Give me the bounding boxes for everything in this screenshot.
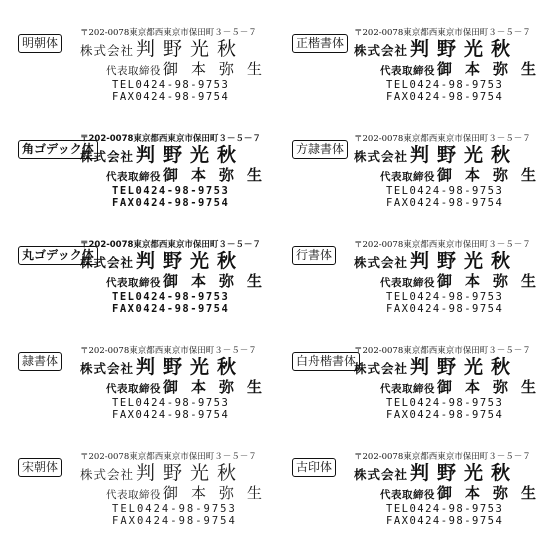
fax-line: FAX0424-98-9754 <box>112 196 230 209</box>
representative-title: 代表取締役 <box>106 65 161 77</box>
representative-name: 御本弥生 <box>163 272 276 290</box>
representative-line <box>354 166 550 186</box>
company-name: 判野光秋 <box>136 356 245 378</box>
representative-title: 代表取締役 <box>106 171 161 183</box>
font-style-label: 隷書体 <box>18 352 62 371</box>
representative-line <box>354 272 550 292</box>
font-style-label: 白舟楷書体 <box>292 352 360 371</box>
fax-line: FAX0424-98-9754 <box>386 408 504 421</box>
company-type: 株式会社 <box>354 149 409 164</box>
representative-title: 代表取締役 <box>106 277 161 289</box>
fax-line: FAX0424-98-9754 <box>386 90 504 103</box>
fax-line: FAX0424-98-9754 <box>386 514 504 527</box>
fax-line: FAX0424-98-9754 <box>112 514 237 527</box>
company-line <box>80 463 270 485</box>
representative-line <box>80 484 276 504</box>
stamp-impression <box>354 240 550 315</box>
stamp-sample-maru-gothic <box>4 218 276 324</box>
tel-line: TEL0424-98-9753 <box>112 503 237 515</box>
address-line: 〒202-0078東京都西東京市保田町３－５－７ <box>80 240 261 250</box>
company-line <box>354 251 544 273</box>
stamp-sample-koinsho <box>278 430 550 536</box>
representative-name: 御本弥生 <box>163 378 276 396</box>
address-line: 〒202-0078東京都西東京市保田町３－５－７ <box>354 134 531 144</box>
stamp-impression <box>354 346 550 421</box>
representative-title: 代表取締役 <box>380 277 435 289</box>
fax-line: FAX0424-98-9754 <box>386 302 504 315</box>
address-line: 〒202-0078東京都西東京市保田町３－５－７ <box>354 346 531 356</box>
company-line <box>80 251 270 273</box>
company-type: 株式会社 <box>354 255 409 270</box>
address-line: 〒202-0078東京都西東京市保田町３－５－７ <box>354 240 531 250</box>
stamp-sample-kaku-gothic <box>4 112 276 218</box>
company-type: 株式会社 <box>80 43 135 58</box>
company-type: 株式会社 <box>354 43 409 58</box>
representative-line <box>80 60 276 80</box>
representative-name: 御本弥生 <box>163 166 276 184</box>
stamp-sample-socho <box>4 430 276 536</box>
representative-name: 御本弥生 <box>437 378 550 396</box>
company-type: 株式会社 <box>354 361 409 376</box>
font-style-label: 宋朝体 <box>18 458 62 477</box>
company-name: 判野光秋 <box>410 462 519 484</box>
representative-title: 代表取締役 <box>380 383 435 395</box>
address-line: 〒202-0078東京都西東京市保田町３－５－７ <box>80 28 257 38</box>
font-style-label: 方隷書体 <box>292 140 348 159</box>
company-line <box>80 357 270 379</box>
tel-line: TEL0424-98-9753 <box>112 397 230 409</box>
tel-line: TEL0424-98-9753 <box>386 291 504 303</box>
company-type: 株式会社 <box>80 361 135 376</box>
company-name: 判野光秋 <box>136 250 245 272</box>
company-name: 判野光秋 <box>410 144 519 166</box>
company-line <box>354 357 544 379</box>
fax-line: FAX0424-98-9754 <box>112 408 230 421</box>
company-line <box>80 39 270 61</box>
address-line: 〒202-0078東京都西東京市保田町３－５－７ <box>354 28 531 38</box>
stamp-impression <box>80 452 276 527</box>
stamp-impression <box>354 28 550 103</box>
font-style-label: 明朝体 <box>18 34 62 53</box>
company-line <box>354 145 544 167</box>
representative-title: 代表取締役 <box>380 489 435 501</box>
tel-line: TEL0424-98-9753 <box>112 79 230 91</box>
company-name: 判野光秋 <box>136 38 245 60</box>
representative-title: 代表取締役 <box>106 383 161 395</box>
stamp-impression <box>354 134 550 209</box>
font-style-label: 正楷書体 <box>292 34 348 53</box>
stamp-impression <box>354 452 550 527</box>
font-style-label: 行書体 <box>292 246 336 265</box>
company-type: 株式会社 <box>80 149 135 164</box>
representative-line <box>354 484 550 504</box>
fax-line: FAX0424-98-9754 <box>112 302 230 315</box>
tel-line: TEL0424-98-9753 <box>386 503 504 515</box>
stamp-impression <box>80 346 276 421</box>
font-style-label: 古印体 <box>292 458 336 477</box>
tel-line: TEL0424-98-9753 <box>112 291 230 303</box>
stamp-impression <box>80 240 276 315</box>
representative-name: 御本弥生 <box>437 484 550 502</box>
representative-line <box>80 272 276 292</box>
font-style-label: 丸ゴデック体 <box>18 246 98 265</box>
fax-line: FAX0424-98-9754 <box>386 196 504 209</box>
stamp-sample-hoareisho <box>278 112 550 218</box>
company-type: 株式会社 <box>354 467 409 482</box>
representative-name: 御本弥生 <box>437 60 550 78</box>
company-line <box>354 39 544 61</box>
stamp-sample-gyosho <box>278 218 550 324</box>
stamp-sample-hakushu-kaisho <box>278 324 550 430</box>
stamp-impression <box>80 28 276 103</box>
address-line: 〒202-0078東京都西東京市保田町３－５－７ <box>80 134 261 144</box>
company-name: 判野光秋 <box>136 144 245 166</box>
address-line: 〒202-0078東京都西東京市保田町３－５－７ <box>354 452 531 462</box>
representative-name: 御本弥生 <box>437 166 550 184</box>
representative-line <box>80 378 276 398</box>
company-name: 判野光秋 <box>410 356 519 378</box>
company-line <box>80 145 270 167</box>
representative-name: 御本弥生 <box>163 484 276 502</box>
representative-title: 代表取締役 <box>380 171 435 183</box>
company-type: 株式会社 <box>80 467 135 482</box>
representative-line <box>354 378 550 398</box>
company-type: 株式会社 <box>80 255 135 270</box>
representative-title: 代表取締役 <box>106 489 161 501</box>
representative-title: 代表取締役 <box>380 65 435 77</box>
tel-line: TEL0424-98-9753 <box>386 397 504 409</box>
company-name: 判野光秋 <box>136 462 245 484</box>
stamp-impression <box>80 134 276 209</box>
fax-line: FAX0424-98-9754 <box>112 90 230 103</box>
tel-line: TEL0424-98-9753 <box>112 185 230 197</box>
representative-name: 御本弥生 <box>163 60 276 78</box>
company-line <box>354 463 544 485</box>
company-name: 判野光秋 <box>410 38 519 60</box>
address-line: 〒202-0078東京都西東京市保田町３－５－７ <box>80 452 257 462</box>
tel-line: TEL0424-98-9753 <box>386 79 504 91</box>
address-line: 〒202-0078東京都西東京市保田町３－５－７ <box>80 346 257 356</box>
stamp-sample-seikaisho <box>278 6 550 112</box>
representative-line <box>80 166 276 186</box>
tel-line: TEL0424-98-9753 <box>386 185 504 197</box>
company-name: 判野光秋 <box>410 250 519 272</box>
representative-name: 御本弥生 <box>437 272 550 290</box>
representative-line <box>354 60 550 80</box>
stamp-sample-reisho <box>4 324 276 430</box>
font-style-label: 角ゴデック体 <box>18 140 98 159</box>
stamp-sample-mincho <box>4 6 276 112</box>
